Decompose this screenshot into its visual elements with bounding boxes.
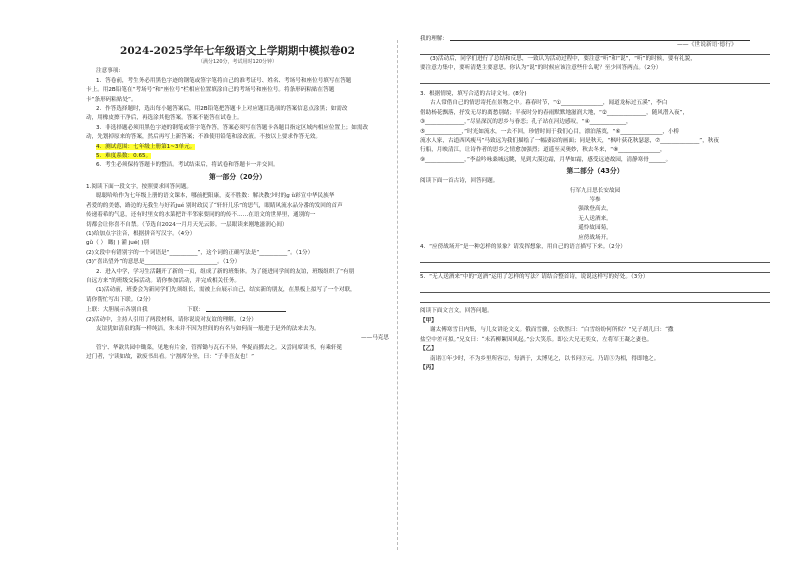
fold-divider (397, 40, 398, 550)
q2-sub3: (3)活动后，同学们进行了总结和反思，一致认为活动过程中，要注意“听”和“说”，“听”的时候，要有礼貌， (430, 55, 696, 62)
answer-line[interactable] (420, 253, 770, 263)
note-line: 3．非选择题必须用黑色字迹的钢笔或签字笔作答，答案必须写在答题卡各题目指定区域内相应位置上；如需改 (96, 124, 369, 131)
poem-line: 应傍战场开。 (578, 234, 612, 241)
passage-line: 聪聪哈哈作为七年级上册的语文课本，哪前把阳康，麦不胜数：解决教少时的ɡ ǔ彩宣中华民族华 (96, 193, 335, 200)
q4-text: 4．“应傍战场开”是一种怎样的景象？请发挥想象，用自己的语言描写下来。（2分） (420, 244, 626, 251)
jia-line: 盐空中差可拟。”兄女曰：“未若柳絮因风起。”公大笑乐。即公大兄无奕女，左将军王凝之妻也。 (420, 336, 653, 343)
note-line: 2．作答选择题时，选出每小题答案后，用2B铅笔把答题卡上对应题目选项的答案信息点涂黑；如需改 (96, 106, 348, 113)
q3-line: 古人常借自己的情思寄托在景物之中。暮春时节，“①_______________，闻道龙标过五溪”，李白 (430, 100, 668, 107)
passage-line: 传递着希的气息，还有时里女的水菜把许半邻家要同的的传不……在语文的世界里，通别的一 (86, 212, 316, 219)
answer-line[interactable] (420, 283, 770, 293)
exam-subtitle: （满分120分，考试用时120分钟） (197, 59, 278, 65)
q3-line: 流水人家，古道西风瘦马”马致远为我们描绘了一幅凄凉的画面；同是秋天，“枫叶荻花秋瑟瑟，⑦______________”，秋夜 (420, 138, 719, 145)
answer-line[interactable] (420, 263, 770, 273)
story-line: 管宁、华歆共园中锄菜，见地有片金，管挥锄与瓦石不异，华捉而掷去之。又尝同席读书，有乘轩冕 (96, 344, 343, 351)
passage-line: 者爱的的美德，路边的无我生与好若jué 别时政民了“轩轩儿乐”的思气，眼睛风流水品分番的发回的首声 (86, 202, 343, 209)
my-understanding (420, 34, 770, 44)
jia-line: 谢太傅寒雪日内集，与儿女讲论文义。俄而雪骤，公欣然曰：“白雪纷纷何所似？”兄子胡儿曰：“撒 (430, 327, 674, 334)
right-column (420, 34, 770, 373)
note-line: 6．考生必须保持答题卡的整洁。考试结束后，将试卷和答题卡一并交回。 (96, 162, 279, 169)
note-line: 动，用橡皮擦干净后，再选涂其他答案。答案不能答在试卷上。 (86, 115, 243, 122)
couplet-answer-blank[interactable] (206, 305, 286, 312)
header-motto: ——《世说新语·德行》 (677, 42, 737, 48)
poem-author: 岑参 (589, 197, 601, 204)
couplet-lower-label: 下联： (187, 307, 204, 314)
note-difficulty-highlight: 5．难度系数：0.65。 (96, 153, 152, 160)
yi-label: 【乙】 (420, 346, 437, 353)
part2-title: 第二部分（43分） (566, 167, 624, 176)
passage-line: 切都会让你喜不自禁。（节选自2024一月月天光云影。一层眼读来刚地滋润心间） (86, 221, 288, 228)
q5-text: 5．“无人送酒来”中的“送酒”运用了怎样的写法？请结合整首诗，说说这样写的好处。（3分） (420, 274, 649, 281)
q3-line: ⑤_____________，”时光如流水，一去不回，珍惜时间于我们心目，漂泊落寞，“⑥_______________，小桥 (420, 128, 680, 135)
note-line: 动，先划掉原来的答案，然后再写上新答案；不准使用铅笔和涂改液。不按以上要求作答无效。 (86, 134, 321, 141)
q3-line: 借助杨花飘落，抒发无尽的离愁别绪；半夜时分的春雨默默地滋润大地，“②______________，随风潜入夜”， (420, 109, 689, 116)
answer-line[interactable] (420, 293, 770, 303)
understanding-blank[interactable] (450, 34, 750, 41)
poem-line: 遥怜故园菊， (578, 225, 612, 232)
q2-text: 2．进入中学，学习生活翻开了新的一页，组成了新的班集体。为了能进同学间的友谊，班级组织了“有朋 (96, 268, 355, 275)
answer-line[interactable] (420, 44, 770, 54)
answer-line[interactable] (420, 74, 770, 84)
story-line: 过门者，宁读如故，歆废书出看。宁割席分坐，曰：“子非吾友也！” (86, 354, 254, 361)
poem-title: 行军九日思长安故园 (569, 187, 621, 194)
poem-intro: 阅读下面一首古诗，回答问题。 (420, 178, 499, 185)
couplet-upper: 上联：大胆展示各别自我 (86, 307, 148, 314)
bing-label: 【丙】 (420, 364, 437, 371)
q2-sub3: 要注意力集中，要听清楚主要意思。你认为“说”的时候应该注意些什么呢？至少回答两点。（2分） (420, 65, 662, 72)
exam-title: 2024-2025学年七年级语文上学期期中模拟卷02 (120, 45, 355, 57)
jia-label: 【甲】 (420, 317, 437, 324)
my-understanding-label: 我的理解： (420, 36, 448, 42)
q1-intro: 1.阅读下面一段文字，按照要求回答问题。 (86, 183, 193, 190)
yi-line: 南诸①年少时，不为乡里所容②，每酒于，太博见之，以书问③元。乃请⑤为相，得即地之。 (430, 355, 660, 362)
q2-sub1: (1)活动前，班委会为新同学们先须组长，需被上台展示自己，结实新的朋友，在黑板上拟写了一个对联， (96, 287, 356, 294)
q3-intro: 3．根据情境，填写合适的古诗文句。(8分) (420, 91, 527, 97)
quote-author: ——马克思 (361, 335, 389, 342)
note-line: 卡“条形码粘贴处”。 (86, 96, 137, 103)
part1-title: 第一部分（20分） (208, 172, 267, 181)
q3-line: ③______________，”尽显深沉的思乡与眷恋；孔子站在河边感叹，“④_____________， (420, 119, 632, 126)
q2-sub1: 请你帮忙写出下联。（2分） (86, 296, 154, 303)
q3-line: 行船，月映清江，让诗作者的思乡之情愈加强烈；道遥至灵奥妙，秋去冬来，“⑧_______________， (420, 147, 666, 154)
q1-sub1: (1)给加点字注音，根据拼音写汉字。（4分） (86, 230, 196, 237)
note-line: 1．答卷前，考生务必用黑色字迹的钢笔或签字笔将自己的准考证号、姓名、考场号和座位号填写在答题 (96, 77, 352, 84)
note-line: 卡上。用2B铅笔在“考场号”和“座位号”栏相应位置填涂自己的考场号和座位号。将条形码粘贴在答题 (86, 87, 335, 94)
q2-text: 自远方来”的班级交际活动。请你参加活动，并完成相关任务。 (86, 277, 240, 284)
notes-heading: 注意事项: (96, 68, 121, 75)
q1-sub2: (2)文段中有错别字的一个词语是“__________”，这个词的正确写法是“__________”。（1分） (86, 249, 314, 256)
q1-sub1-items: ɡǔ（ ） 瞰( ) 灌 jué( )别 (86, 240, 150, 247)
friendship-quote: 友谊犹如清泉的海一样纯洁，朱未并不因为世间的有名与如何而一般进于是外的法来去为。 (96, 325, 320, 332)
q1-sub3: (3)“喜出望外”的意思是__________________________。（1分） (86, 259, 241, 266)
poem-line: 强欲登高去， (578, 206, 612, 213)
note-scope-highlight: 4．测试范围：七年级上册第1~3单元。 (96, 143, 196, 150)
q2-sub2: (2)活动中，主持人引用了两段材料，请你说说对友谊的理解。（2分） (86, 316, 257, 323)
poem-line: 无人送酒来。 (578, 215, 612, 222)
q3-line: ⑨______________，”李益吟咏桑城远眺，见到大漠边霜，月华如霜，感受远迹故园，清静寒骨______。 (420, 156, 672, 163)
left-column (86, 34, 389, 363)
wenyan-intro: 阅读下面文言文，回答问题。 (420, 308, 493, 315)
